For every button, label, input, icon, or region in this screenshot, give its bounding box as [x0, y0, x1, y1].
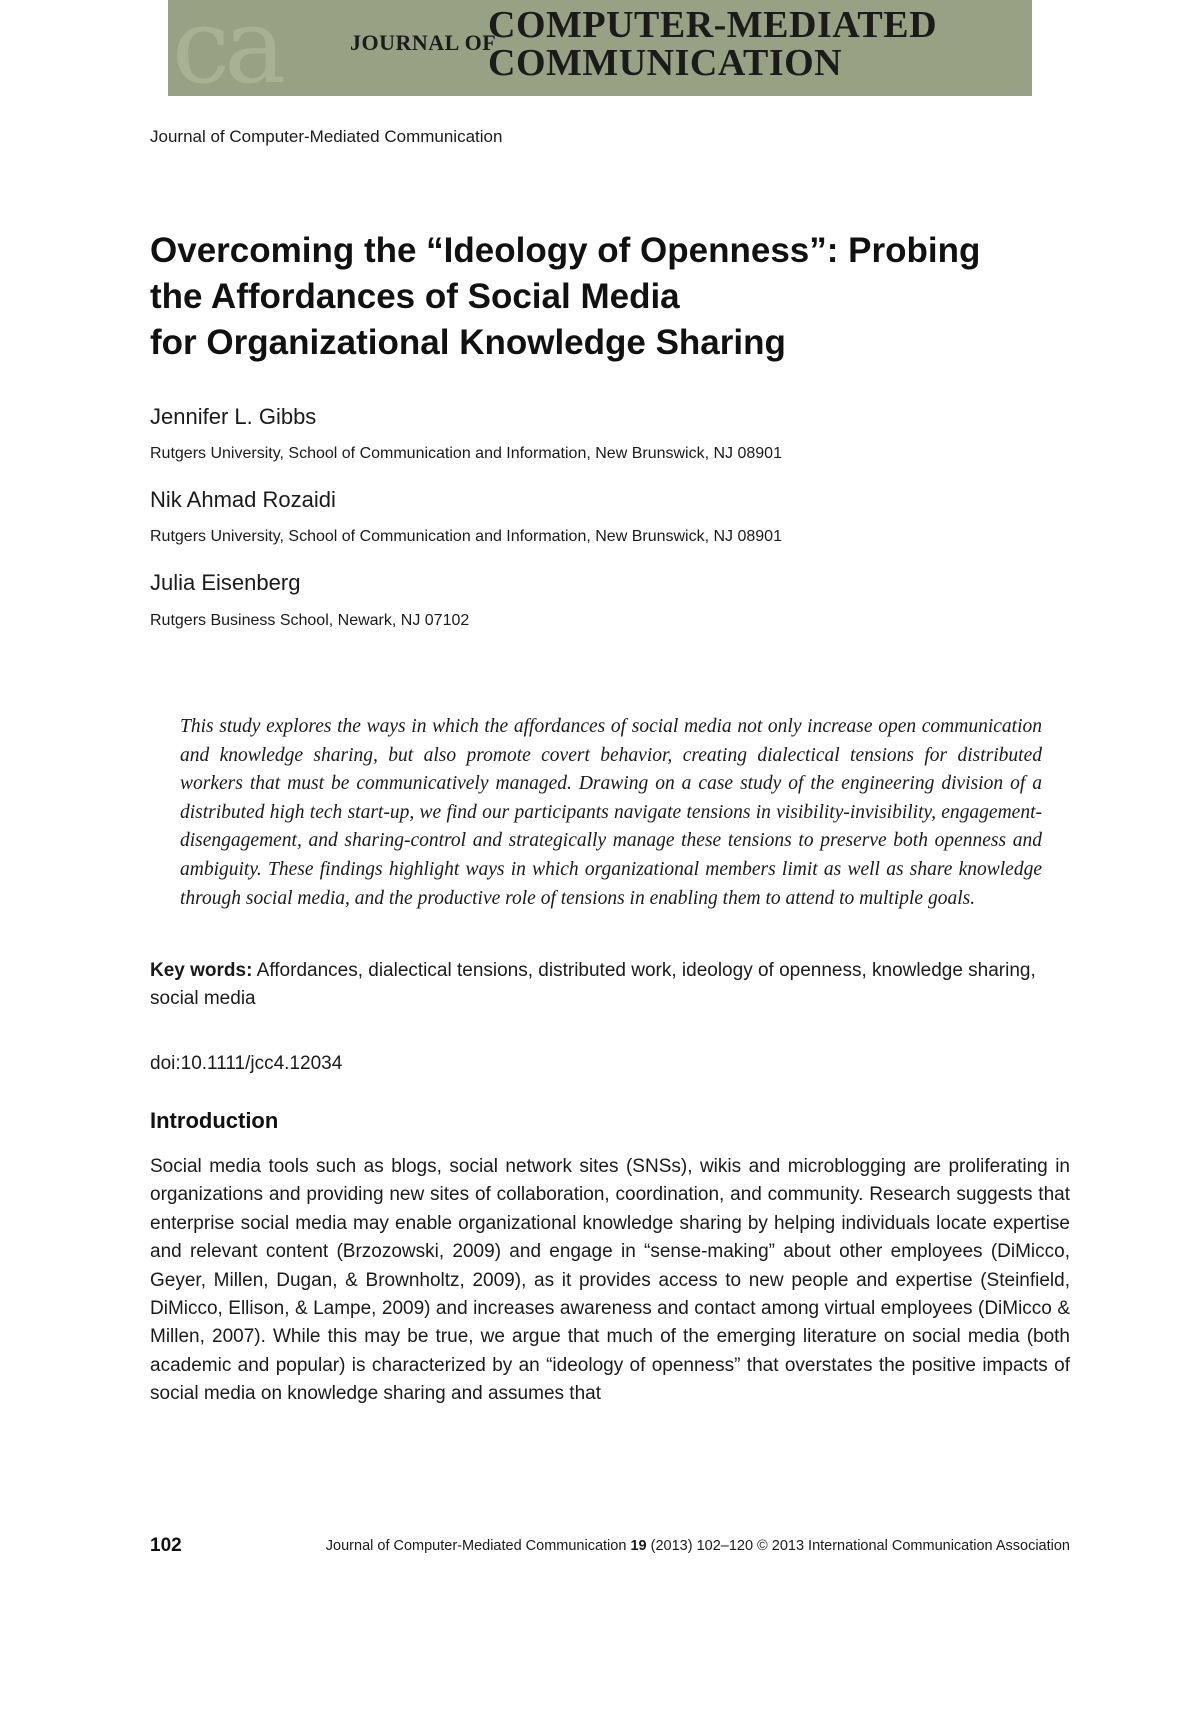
author-name-3: Julia Eisenberg [150, 570, 301, 595]
author-name-2: Nik Ahmad Rozaidi [150, 487, 336, 512]
title-line-3: for Organizational Knowledge Sharing [150, 323, 786, 362]
doi: doi:10.1111/jcc4.12034 [150, 1053, 343, 1074]
footer-citation-rest: (2013) 102–120 © 2013 International Communication Association [646, 1538, 1070, 1554]
banner-title-line-1: COMPUTER-MEDIATED [488, 4, 938, 46]
body-paragraph: Social media tools such as blogs, social network sites (SNSs), wikis and microblogging are proliferating in organizations and providing new sites of collaboration, coordination, and community. Research suggests that enterprise social media may enable organizational knowledge sharing by helping individuals locate expertise and relevant content (Brzozowski, 2009) and engage in “sense-making” about other employees (DiMicco, Geyer, Millen, Dugan, & Brownholtz, 2009), as it provides access to new people and expertise (Steinfield, DiMicco, Ellison, & Lampe, 2009) and increases awareness and contact among virtual employees (DiMicco & Millen, 2007). While this may be true, we argue that much of the emerging literature on social media (both academic and popular) is characterized by an “ideology of openness” that overstates the positive impacts of social media on knowledge sharing and assumes that [150, 1156, 1070, 1405]
title-line-2: the Affordances of Social Media [150, 277, 680, 316]
journal-logo-mark: ca [172, 0, 281, 96]
author-affiliation-3: Rutgers Business School, Newark, NJ 07102 [150, 612, 470, 629]
footer-citation [326, 1538, 1070, 1554]
running-head: Journal of Computer-Mediated Communication [150, 127, 503, 146]
author-affiliation-2: Rutgers University, School of Communication and Information, New Brunswick, NJ 08901 [150, 528, 782, 545]
article-title [150, 228, 1080, 366]
abstract: This study explores the ways in which the affordances of social media not only increase open communication and knowledge sharing, but also promote covert behavior, creating dialectical tensions for distributed workers that must be communicatively managed. Drawing on a case study of the engineering division of a distributed high tech start-up, we find our participants navigate tensions in visibility-invisibility, engagement-disengagement, and sharing-control and strategically manage these tensions to preserve both openness and ambiguity. These findings highlight ways in which organizational members limit as well as share knowledge through social media, and the productive role of tensions in enabling them to attend to multiple goals. [180, 716, 1042, 909]
section-heading: Introduction [150, 1108, 279, 1133]
footer-volume: 19 [630, 1538, 647, 1554]
banner-journal-title [488, 6, 937, 82]
title-line-1: Overcoming the “Ideology of Openness”: Probing [150, 231, 981, 270]
keywords-label: Key words: [150, 960, 253, 981]
journal-banner [168, 0, 1032, 96]
keywords-text: Affordances, dialectical tensions, distributed work, ideology of openness, knowledge sharing, social media [150, 960, 1036, 1009]
footer-citation-journal: Journal of Computer-Mediated Communication [325, 1538, 631, 1554]
author-name-1: Jennifer L. Gibbs [150, 404, 317, 429]
banner-title-line-2: COMMUNICATION [488, 42, 843, 84]
author-affiliation-1: Rutgers University, School of Communication and Information, New Brunswick, NJ 08901 [150, 445, 782, 462]
banner-journal-of: JOURNAL OF [350, 30, 497, 55]
keywords [150, 957, 1040, 1013]
page-number: 102 [150, 1535, 182, 1556]
